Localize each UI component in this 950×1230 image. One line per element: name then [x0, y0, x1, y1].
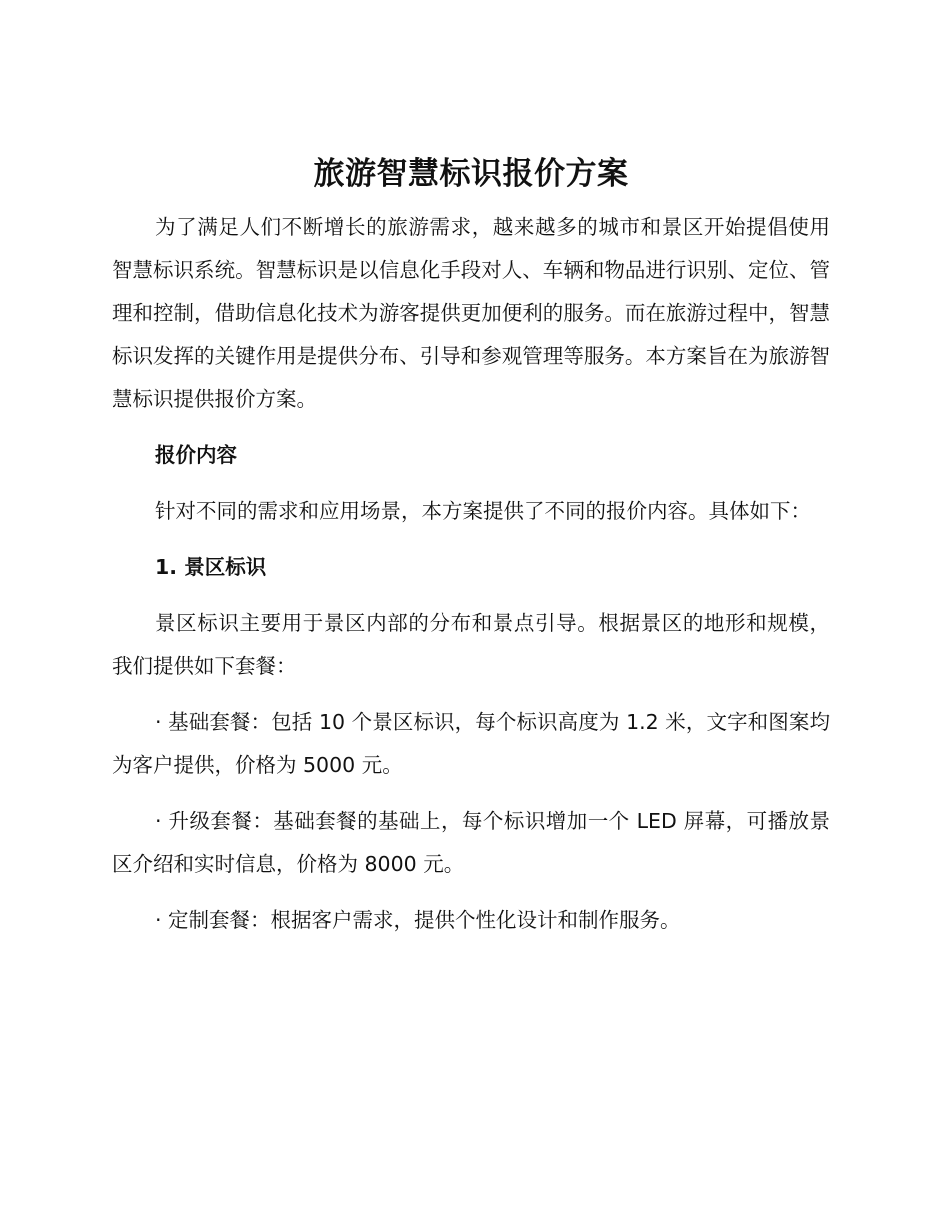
subsection-intro-paragraph: 景区标识主要用于景区内部的分布和景点引导。根据景区的地形和规模，我们提供如下套餐： — [112, 611, 830, 678]
package-custom: · 定制套餐：根据客户需求，提供个性化设计和制作服务。 — [155, 908, 681, 932]
document-body — [112, 146, 830, 942]
spacer — [112, 886, 830, 899]
document-title: 旅游智慧标识报价方案 — [313, 156, 629, 192]
spacer — [112, 421, 830, 434]
spacer — [112, 533, 830, 546]
section-intro-paragraph: 针对不同的需求和应用场景，本方案提供了不同的报价内容。具体如下： — [155, 499, 811, 523]
subsection-heading-scenic-signs: 1. 景区标识 — [155, 555, 267, 579]
spacer — [112, 787, 830, 800]
spacer — [112, 477, 830, 490]
package-upgrade: · 升级套餐：基础套餐的基础上，每个标识增加一个 LED 屏幕，可播放景区介绍和实时信息，价格为 8000 元。 — [112, 809, 830, 876]
spacer — [112, 589, 830, 602]
package-basic: · 基础套餐：包括 10 个景区标识，每个标识高度为 1.2 米，文字和图案均为客户提供，价格为 5000 元。 — [112, 710, 830, 777]
section-heading-quote-content: 报价内容 — [155, 443, 237, 467]
spacer — [112, 688, 830, 701]
intro-paragraph: 为了满足人们不断增长的旅游需求，越来越多的城市和景区开始提倡使用智慧标识系统。智慧标识是以信息化手段对人、车辆和物品进行识别、定位、管理和控制，借助信息化技术为游客提供更加便利的服务。而在旅游过程中，智慧标识发挥的关键作用是提供分布、引导和参观管理等服务。本方案旨在为旅游智慧标识提供报价方案。 — [112, 215, 830, 411]
